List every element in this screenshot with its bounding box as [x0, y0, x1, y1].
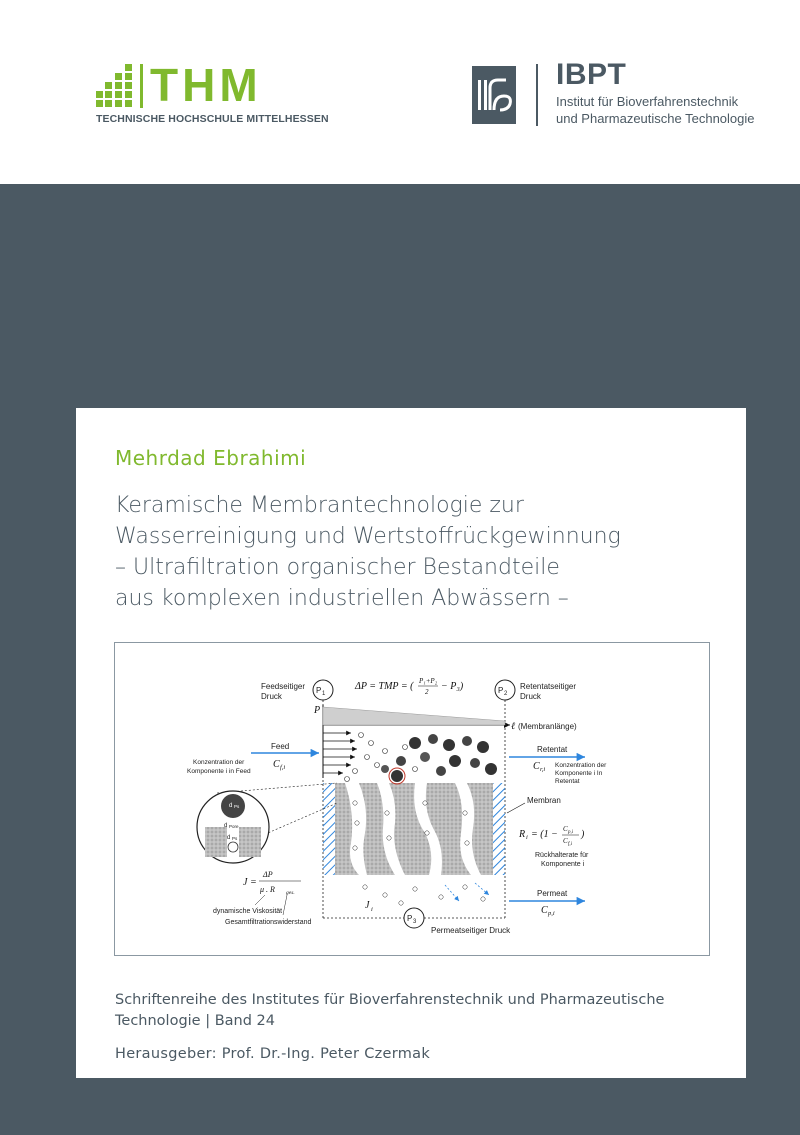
series-line: Technologie | Band 24: [115, 1013, 275, 1029]
thm-dots-icon: [96, 64, 132, 108]
series-line: Schriftenreihe des Institutes für Bioverfahrenstechnik und Pharmazeutische: [115, 992, 665, 1008]
author-name: Mehrdad Ebrahimi: [115, 446, 307, 470]
flux-symbol: J: [365, 900, 370, 911]
ibpt-subtitle-line1: Institut für Bioverfahrenstechnik: [556, 94, 739, 109]
retentate-conc-label: Konzentration der: [555, 762, 607, 769]
thm-wordmark: THM: [150, 59, 262, 111]
retentate-label: Retentat: [537, 745, 568, 754]
retentate-conc-sub: r,i: [540, 766, 546, 773]
d-pore-label: d: [224, 823, 228, 829]
p2-label: P: [498, 686, 504, 695]
permeate-conc-sub: p,i: [548, 910, 555, 917]
rejection-rhs: = (1 −: [531, 829, 558, 840]
book-title: [115, 490, 735, 614]
ibpt-divider: [536, 64, 538, 126]
p3-label: P: [407, 914, 413, 923]
ibpt-wordmark: IBPT: [556, 58, 627, 91]
rejection-num-sub: p,i: [568, 830, 574, 835]
feed-pressure-label: Druck: [261, 692, 282, 701]
title-line: Wasserreinigung und Wertstoffrückgewinnung: [115, 524, 621, 549]
ibpt-mark-icon: [472, 66, 516, 124]
rejection-label: Rückhalterate für: [535, 852, 589, 859]
flux-den-sub: ges.: [286, 890, 295, 896]
header: [0, 0, 800, 184]
rejection-num: C: [563, 825, 568, 833]
thm-subtitle: TECHNISCHE HOCHSCHULE MITTELHESSEN: [96, 113, 329, 125]
rejection-formula: R: [519, 829, 526, 840]
title-line: aus komplexen industriellen Abwässern –: [115, 586, 569, 611]
permeate-conc: C: [541, 905, 548, 916]
feed-conc-label: Komponente i in Feed: [187, 768, 251, 775]
title-line: Keramische Membrantechnologie zur: [115, 493, 524, 518]
membrane-diagram-svg: [115, 643, 711, 957]
membrane-label: Membran: [527, 796, 561, 805]
rejection-den: C: [563, 837, 568, 845]
permeate-pressure-label: Permeatseitiger Druck: [431, 926, 511, 935]
p1-sub: 1: [322, 691, 326, 697]
rejection-den-sub: f,i: [568, 842, 573, 847]
d-ps-label: d: [229, 803, 233, 809]
p2-sub: 2: [504, 691, 508, 697]
tmp-numerator: P₁+P₂: [419, 677, 438, 685]
retentate-conc: C: [533, 761, 540, 772]
permeate-label: Permeat: [537, 889, 568, 898]
tmp-formula: ΔP = TMP = (: [355, 681, 414, 692]
d-ps-small-label: d: [227, 835, 231, 841]
title-line: – Ultrafiltration organischer Bestandteile: [115, 555, 560, 580]
retentate-conc-label: Komponente i In: [555, 770, 603, 777]
flux-sub: i: [371, 906, 373, 913]
flux-formula-lhs: J =: [243, 877, 257, 888]
tmp-denominator: 2: [425, 688, 429, 696]
thm-logo: [96, 59, 329, 128]
retained-particles: [345, 733, 498, 785]
tmp-tail: − P₃): [441, 681, 464, 692]
feed-conc-label: Konzentration der: [193, 759, 245, 766]
cover-card: [76, 408, 746, 1078]
ibpt-subtitle-line2: und Pharmazeutische Technologie: [556, 111, 755, 126]
ibpt-logo: [472, 58, 762, 128]
editor-line: Herausgeber: Prof. Dr.-Ing. Peter Czermak: [115, 1046, 431, 1062]
feed-conc: C: [273, 759, 280, 770]
p3-sub: 3: [413, 919, 417, 925]
feed-pressure-label: Feedseitiger: [261, 682, 306, 691]
rejection-sub: i: [526, 834, 528, 841]
length-symbol: ℓ: [511, 721, 516, 732]
p1-label: P: [316, 686, 322, 695]
d-ps-small-sub: Ps: [232, 836, 238, 841]
series-info: [115, 990, 735, 1032]
flux-numerator: ΔP: [263, 870, 273, 879]
viscosity-label: dynamische Viskosität: [213, 908, 283, 915]
feed-conc-sub: f,i: [280, 764, 286, 771]
d-ps-sub: Ps: [234, 804, 240, 809]
thm-divider: [140, 64, 143, 108]
membrane-diagram: [114, 642, 710, 956]
retentate-pressure-label: Druck: [520, 692, 541, 701]
p-axis-label: P: [314, 705, 321, 716]
rejection-close: ): [581, 829, 585, 840]
membrane-length-label: (Membranlänge): [518, 722, 577, 731]
rejection-label: Komponente i: [541, 861, 585, 868]
resistance-label: Gesamtfiltrationswiderstand: [225, 919, 312, 926]
flux-denominator: μ . R: [260, 885, 275, 894]
retentate-conc-label: Retentat: [555, 778, 580, 785]
retentate-pressure-label: Retentatseitiger: [520, 682, 577, 691]
feed-label: Feed: [271, 742, 290, 751]
d-pore-sub: Pore: [229, 824, 239, 829]
permeate-particles: [363, 883, 489, 905]
